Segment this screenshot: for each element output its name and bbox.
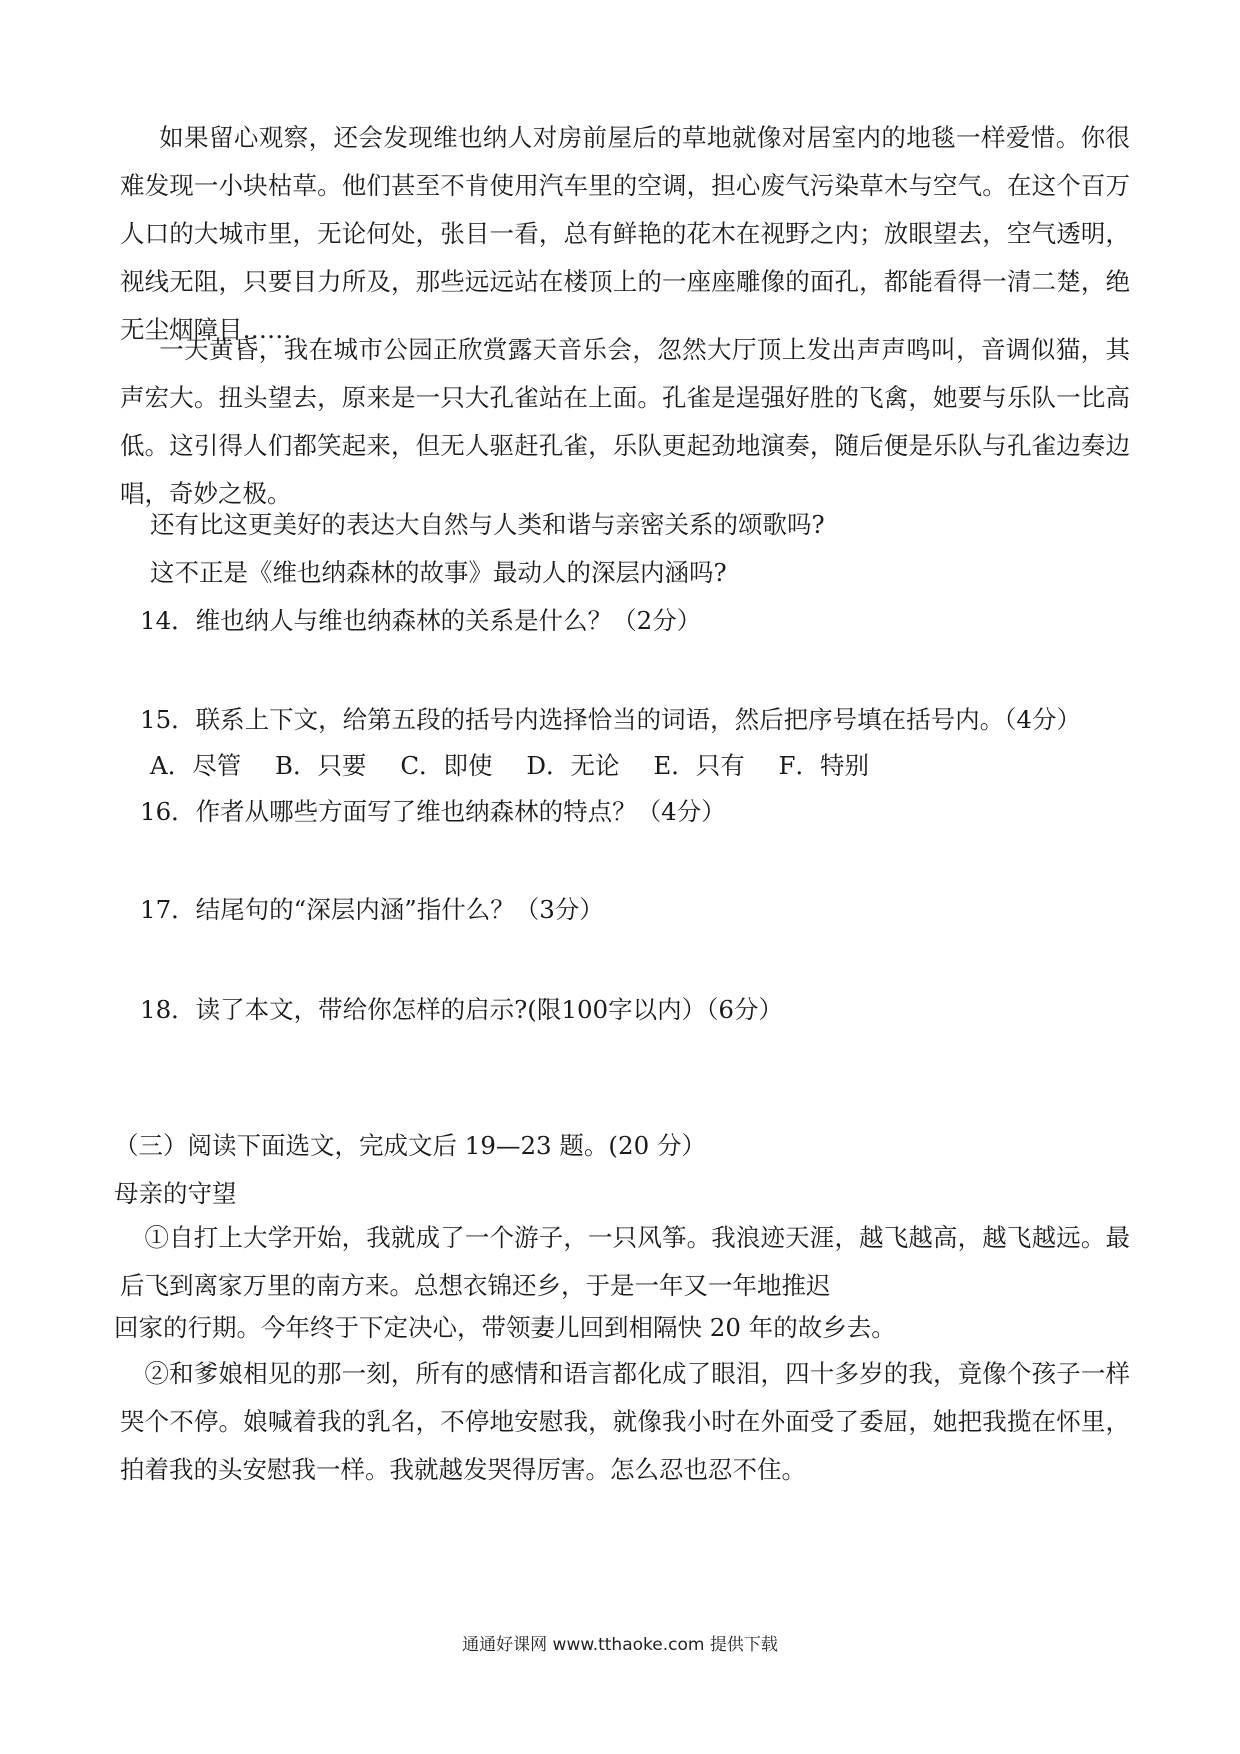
option-c: C．即使 — [400, 751, 493, 780]
question-17: 17．结尾句的“深层内涵”指什么？（3分） — [140, 895, 604, 924]
option-b: B．只要 — [275, 751, 367, 780]
paragraph-closing-question: 这不正是《维也纳森林的故事》最动人的深层内涵吗? — [150, 558, 727, 587]
question-15-options — [150, 748, 1160, 784]
paragraph-cleanliness: 如果留心观察，还会发现维也纳人对房前屋后的草地就像对居室内的地毯一样爱惜。你很难发现一小块枯草。他们甚至不肯使用汽车里的空调，担心废气污染草木与空气。在这个百万人口的大城市里，无论何处，张目一看，总有鲜艳的花木在视野之内；放眼望去，空气透明，视线无阻，只要目力所及，那些远远站在楼顶上的一座座雕像的面孔，都能看得一清二楚，绝无尘烟障目…… — [120, 123, 1130, 344]
story-paragraph-2: ②和爹娘相见的那一刻，所有的感情和语言都化成了眼泪，四十多岁的我，竟像个孩子一样哭个不停。娘喊着我的乳名，不停地安慰我，就像我小时在外面受了委屈，她把我揽在怀里，拍着我的头安慰我一样。我就越发哭得厉害。怎么忍也忍不住。 — [120, 1359, 1130, 1484]
page-footer: 通通好课网 www.tthaoke.com 提供下载 — [462, 1635, 778, 1655]
story-paragraph-1: ①自打上大学开始，我就成了一个游子，一只风筝。我浪迹天涯，越飞越高，越飞越远。最后飞到离家万里的南方来。总想衣锦还乡，于是一年又一年地推迟 — [120, 1223, 1130, 1300]
section-three-heading: （三）阅读下面选文，完成文后 19—23 题。(20 分） — [114, 1131, 706, 1160]
story-paragraph-1-continued: 回家的行期。今年终于下定决心，带领妻儿回到相隔快 20 年的故乡去。 — [114, 1313, 896, 1342]
option-d: D．无论 — [526, 751, 620, 780]
option-f: F．特别 — [778, 751, 869, 780]
option-a: A．尽管 — [150, 751, 242, 780]
question-16: 16．作者从哪些方面写了维也纳森林的特点？（4分） — [140, 797, 726, 826]
question-18: 18．读了本文，带给你怎样的启示?(限100字以内）（6分） — [140, 995, 783, 1024]
option-e: E．只有 — [653, 751, 745, 780]
document-page — [114, 0, 1130, 1754]
paragraph-ode-question: 还有比这更美好的表达大自然与人类和谐与亲密关系的颂歌吗? — [150, 510, 825, 539]
paragraph-peacock: 一天黄昏，我在城市公园正欣赏露天音乐会，忽然大厅顶上发出声声鸣叫，音调似猫，其声宏大。扭头望去，原来是一只大孔雀站在上面。孔雀是逞强好胜的飞禽，她要与乐队一比高低。这引得人们都笑起来，但无人驱赶孔雀，乐队更起劲地演奏，随后便是乐队与孔雀边奏边唱，奇妙之极。 — [120, 335, 1130, 508]
story-title: 母亲的守望 — [114, 1179, 237, 1208]
question-15: 15．联系上下文，给第五段的括号内选择恰当的词语，然后把序号填在括号内。（4分） — [140, 705, 1082, 734]
question-14: 14．维也纳人与维也纳森林的关系是什么？（2分） — [140, 606, 702, 635]
